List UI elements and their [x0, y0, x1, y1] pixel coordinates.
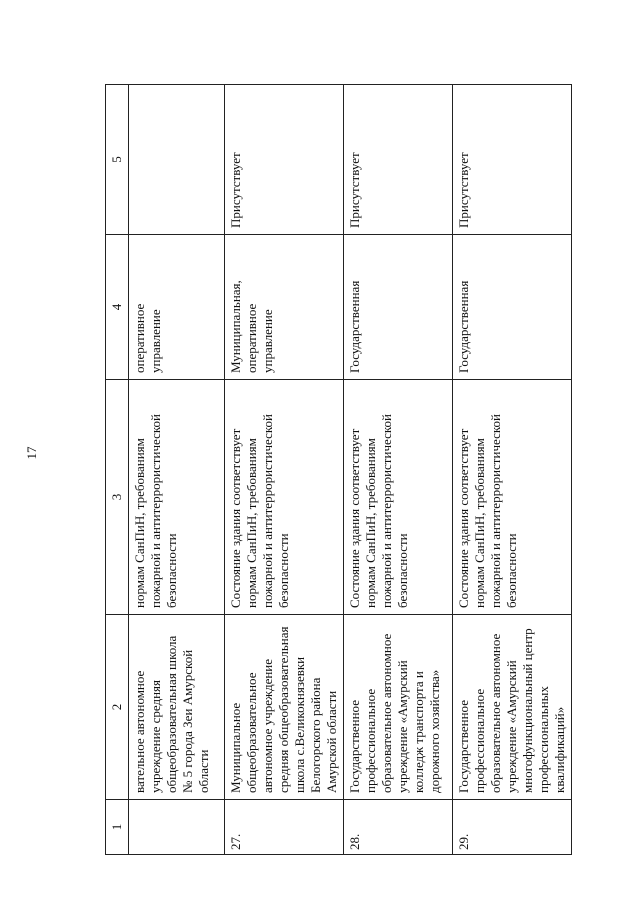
building-condition: нормам СанПиН, требованиям пожарной и антитеррористической безопасности [129, 380, 225, 615]
column-header-1: 1 [106, 800, 129, 855]
ownership-form: Государственная [453, 235, 572, 380]
rotated-table-wrapper [105, 85, 567, 855]
table-row [344, 85, 453, 855]
column-header-5: 5 [106, 85, 129, 235]
table-header-row [106, 85, 129, 855]
table-row [225, 85, 344, 855]
presence-status: Присутствует [225, 85, 344, 235]
institution-name: Государственное профессиональное образовательное автономное учреждение «Амурский многофункциональный центр профессиональных квалификаций» [453, 615, 572, 800]
row-number [129, 800, 225, 855]
row-number: 27. [225, 800, 344, 855]
presence-status: Присутствует [344, 85, 453, 235]
building-condition: Состояние здания соответствует нормам СанПиН, требованиям пожарной и антитеррористической безопасности [225, 380, 344, 615]
column-header-4: 4 [106, 235, 129, 380]
table-row [129, 85, 225, 855]
presence-status: Присутствует [453, 85, 572, 235]
ownership-form: Муниципальная, оперативное управление [225, 235, 344, 380]
row-number: 29. [453, 800, 572, 855]
building-condition: Состояние здания соответствует нормам СанПиН, требованиям пожарной и антитеррористической безопасности [453, 380, 572, 615]
presence-status [129, 85, 225, 235]
page-number: 17 [24, 446, 39, 460]
ownership-form: оперативное управление [129, 235, 225, 380]
institution-name: Государственное профессиональное образовательное автономное учреждение «Амурский колледж транспорта и дорожного хозяйства» [344, 615, 453, 800]
column-header-3: 3 [106, 380, 129, 615]
ownership-form: Государственная [344, 235, 453, 380]
row-number: 28. [344, 800, 453, 855]
rotated-table-container [105, 85, 567, 855]
building-condition: Состояние здания соответствует нормам СанПиН, требованиям пожарной и антитеррористической безопасности [344, 380, 453, 615]
institution-name: вательное автономное учреждение средняя общеобразовательная школа № 5 города Зеи Амурской области [129, 615, 225, 800]
institutions-table [105, 84, 572, 855]
column-header-2: 2 [106, 615, 129, 800]
table-row [453, 85, 572, 855]
institution-name: Муниципальное общеобразовательное автономное учреждение средняя общеобразовательная школа с.Великокнязевки Белогорского района Амурской области [225, 615, 344, 800]
